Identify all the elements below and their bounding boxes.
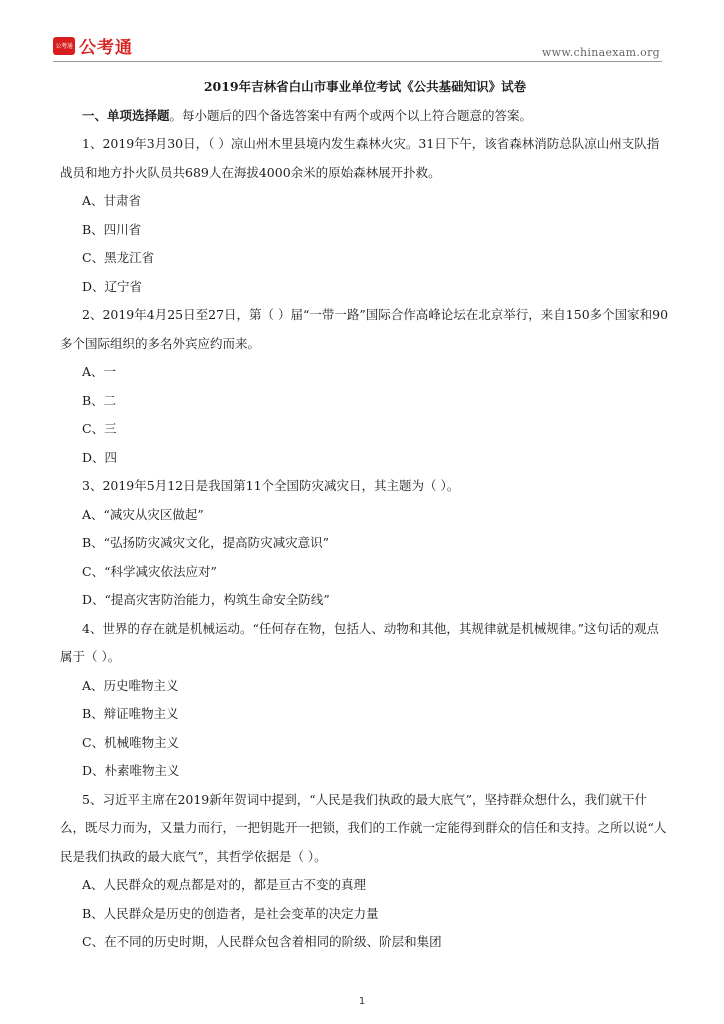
option-b: B、二: [82, 392, 117, 408]
option-b: B、辩证唯物主义: [82, 706, 179, 721]
option-d: D、朴素唯物主义: [82, 763, 180, 778]
brand-logo[interactable]: [53, 33, 133, 58]
option-b: B、“弘扬防灾减灾文化，提高防灾减灾意识”: [82, 535, 329, 550]
option-c: C、“科学减灾依法应对”: [82, 563, 217, 579]
option-a: A、“减灾从灾区做起”: [82, 506, 204, 522]
logo-badge-icon: 公考通: [53, 37, 75, 55]
option-a: A、一: [82, 364, 117, 379]
question-stem: 2、2019年4月25日至27日，第（ ）届“一带一路”国际合作高峰论坛在北京举行，来自150多个国家和90多个国际组织的多名外宾应约而来。: [60, 307, 669, 351]
option-a: A、历史唯物主义: [82, 677, 179, 693]
question-stem: 5、习近平主席在2019新年贺词中提到，“人民是我们执政的最大底气”，坚持群众想什么，我们就干什么，既尽力而为，又量力而行，一把钥匙开一把锁，我们的工作就一定能得到群众的信任和支持。之所以说“人民是我们执政的最大底气”，其哲学依据是（ ）。: [60, 791, 667, 864]
option-b: B、人民群众是历史的创造者，是社会变革的决定力量: [82, 905, 379, 921]
option-d: D、辽宁省: [82, 278, 143, 294]
document-body: [60, 72, 670, 957]
page-header: [0, 0, 724, 62]
option-c: C、三: [82, 421, 117, 436]
question-4: [60, 615, 670, 786]
option-c: C、黑龙江省: [82, 250, 155, 265]
option-c: C、在不同的历史时期，人民群众包含着相同的阶级、阶层和集团: [82, 934, 442, 949]
header-divider: [53, 61, 662, 62]
option-a: A、人民群众的观点都是对的，都是亘古不变的真理: [82, 877, 367, 892]
section-note: 。每小题后的四个备选答案中有两个或两个以上符合题意的答案。: [169, 108, 533, 123]
page-number: 1: [358, 996, 366, 1007]
option-d: D、“提高灾害防治能力，构筑生命安全防线”: [82, 592, 330, 607]
question-1: [60, 130, 670, 301]
site-url[interactable]: www.chinaexam.org: [541, 46, 660, 59]
question-stem: 1、2019年3月30日，（ ）凉山州木里县境内发生森林火灾。31日下午，该省森林消防总队凉山州支队指战员和地方扑火队员共689人在海拔4000余米的原始森林展开扑救。: [60, 136, 660, 180]
question-stem: 4、世界的存在就是机械运动。“任何存在物，包括人、动物和其他，其规律就是机械规律。”这句话的观点属于（ ）。: [60, 620, 659, 664]
option-d: D、四: [82, 449, 118, 465]
section-heading: [60, 102, 670, 130]
question-stem: 3、2019年5月12日是我国第11个全国防灾减灾日，其主题为（ ）。: [82, 478, 460, 493]
option-b: B、四川省: [82, 221, 142, 237]
option-a: A、甘肃省: [82, 193, 142, 208]
section-title: 一、单项选择题: [82, 108, 170, 123]
question-2: [60, 301, 670, 472]
option-c: C、机械唯物主义: [82, 734, 180, 750]
question-5: [60, 786, 670, 957]
logo-text: 公考通: [79, 38, 133, 58]
question-3: [60, 472, 670, 615]
page-title: 2019年吉林省白山市事业单位考试《公共基础知识》试卷: [203, 79, 527, 94]
